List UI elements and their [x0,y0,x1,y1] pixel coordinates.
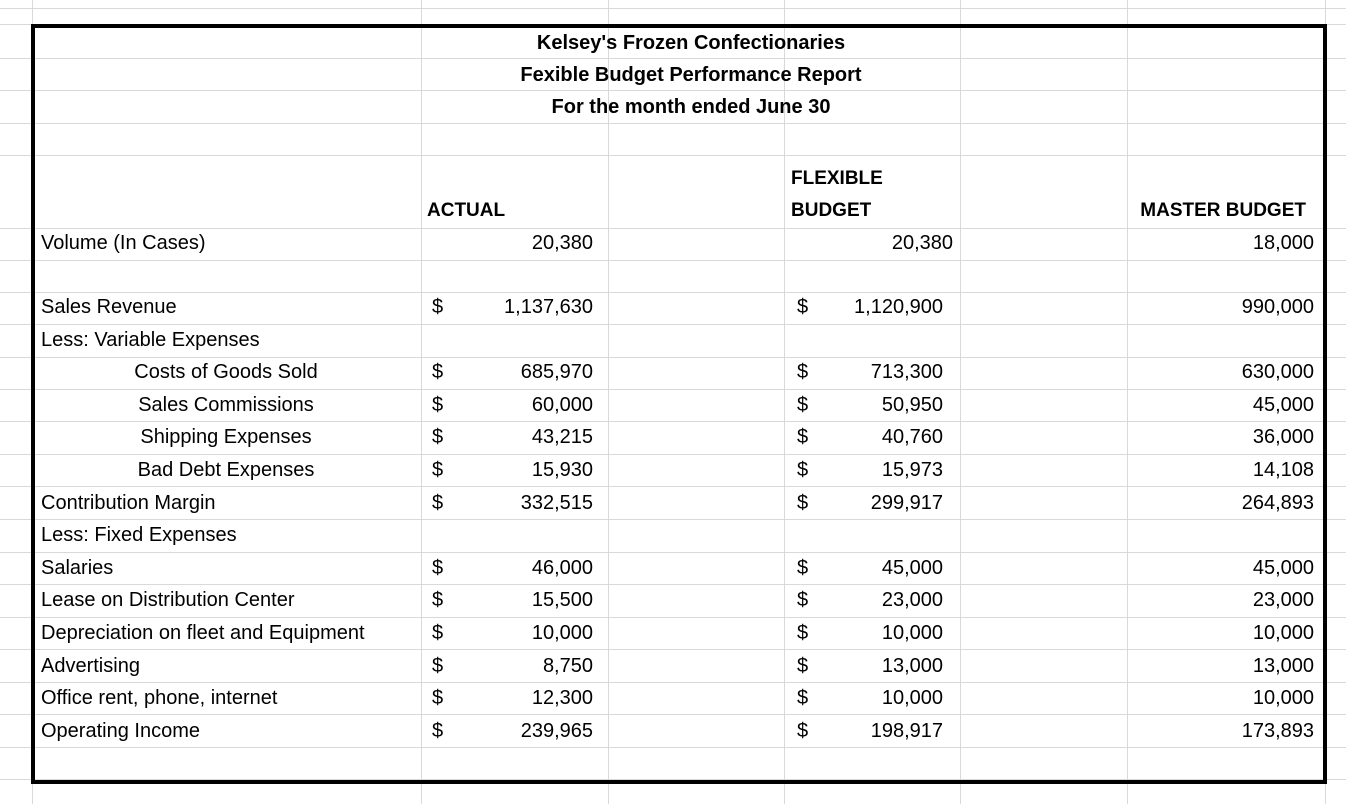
currency-symbol-actual: $ [432,394,444,416]
row-flexible-value: 45,000 [881,557,943,579]
report-period: For the month ended June 30 [551,96,831,118]
volume-actual: 20,380 [531,232,593,254]
row-flexible-value: 40,760 [881,426,943,448]
row-flexible-value: 10,000 [881,687,943,709]
row-actual-value: 15,500 [531,589,593,611]
currency-symbol-flexible: $ [797,687,809,709]
row-flexible-value: 13,000 [881,655,943,677]
row-flexible-value: 10,000 [881,622,943,644]
currency-symbol-flexible: $ [797,589,809,611]
row-actual-value: 685,970 [520,361,593,383]
volume-master: 18,000 [1252,232,1314,254]
row-flexible-value: 1,120,900 [854,296,943,318]
row-label: Contribution Margin [41,492,216,514]
currency-symbol-flexible: $ [797,296,809,318]
row-label: Costs of Goods Sold [134,361,318,383]
currency-symbol-flexible: $ [797,655,809,677]
row-label: Bad Debt Expenses [137,459,315,481]
header-actual: ACTUAL [427,200,506,221]
currency-symbol-flexible: $ [797,492,809,514]
currency-symbol-actual: $ [432,622,444,644]
row-flexible-value: 198,917 [870,720,943,742]
row-master-value: 36,000 [1252,426,1314,448]
row-master-value: 990,000 [1241,296,1314,318]
company-name: Kelsey's Frozen Confectionaries [536,32,846,54]
currency-symbol-actual: $ [432,655,444,677]
row-master-value: 173,893 [1241,720,1314,742]
currency-symbol-flexible: $ [797,394,809,416]
row-master-value: 45,000 [1252,394,1314,416]
row-actual-value: 8,750 [542,655,593,677]
row-actual-value: 10,000 [531,622,593,644]
currency-symbol-actual: $ [432,492,444,514]
row-label: Sales Commissions [138,394,314,416]
row-master-value: 264,893 [1241,492,1314,514]
header-flexible-line2: BUDGET [791,200,872,221]
row-flexible-value: 299,917 [870,492,943,514]
currency-symbol-actual: $ [432,459,444,481]
volume-label: Volume (In Cases) [41,232,206,254]
row-master-value: 10,000 [1252,687,1314,709]
row-flexible-value: 23,000 [881,589,943,611]
row-actual-value: 1,137,630 [504,296,593,318]
volume-flexible: 20,380 [891,232,953,254]
row-actual-value [421,520,593,550]
row-master-value: 630,000 [1241,361,1314,383]
row-master-value: 13,000 [1252,655,1314,677]
row-actual-value: 15,930 [531,459,593,481]
row-label: Office rent, phone, internet [41,687,278,709]
currency-symbol-flexible: $ [797,557,809,579]
row-master-value: 23,000 [1252,589,1314,611]
row-actual-value [421,325,593,355]
currency-symbol-actual: $ [432,361,444,383]
currency-symbol-flexible: $ [797,622,809,644]
row-flexible-value: 50,950 [881,394,943,416]
row-flexible-value [785,325,943,355]
currency-symbol-flexible: $ [797,361,809,383]
header-flexible-line1: FLEXIBLE [791,168,883,189]
gridline-horizontal [0,8,1346,9]
row-actual-value: 43,215 [531,426,593,448]
row-label: Less: Fixed Expenses [41,524,237,546]
currency-symbol-flexible: $ [797,720,809,742]
currency-symbol-actual: $ [432,296,444,318]
row-actual-value: 46,000 [531,557,593,579]
currency-symbol-flexible: $ [797,459,809,481]
header-master-budget: MASTER BUDGET [1140,200,1306,221]
row-actual-value: 12,300 [531,687,593,709]
row-flexible-value: 713,300 [870,361,943,383]
row-master-value: 10,000 [1252,622,1314,644]
row-flexible-value [785,520,943,550]
row-actual-value: 239,965 [520,720,593,742]
currency-symbol-actual: $ [432,589,444,611]
row-label: Shipping Expenses [140,426,312,448]
row-label: Less: Variable Expenses [41,329,260,351]
currency-symbol-actual: $ [432,720,444,742]
report-title: Fexible Budget Performance Report [520,64,862,86]
currency-symbol-actual: $ [432,687,444,709]
row-label: Lease on Distribution Center [41,589,295,611]
row-master-value: 14,108 [1252,459,1314,481]
row-label: Sales Revenue [41,296,177,318]
row-flexible-value: 15,973 [881,459,943,481]
currency-symbol-actual: $ [432,426,444,448]
row-label: Advertising [41,655,140,677]
row-label: Operating Income [41,720,200,742]
row-actual-value: 332,515 [520,492,593,514]
currency-symbol-actual: $ [432,557,444,579]
row-master-value: 45,000 [1252,557,1314,579]
row-label: Depreciation on fleet and Equipment [41,622,365,644]
row-master-value [1128,325,1314,355]
row-actual-value: 60,000 [531,394,593,416]
row-label: Salaries [41,557,114,579]
row-master-value [1128,520,1314,550]
currency-symbol-flexible: $ [797,426,809,448]
